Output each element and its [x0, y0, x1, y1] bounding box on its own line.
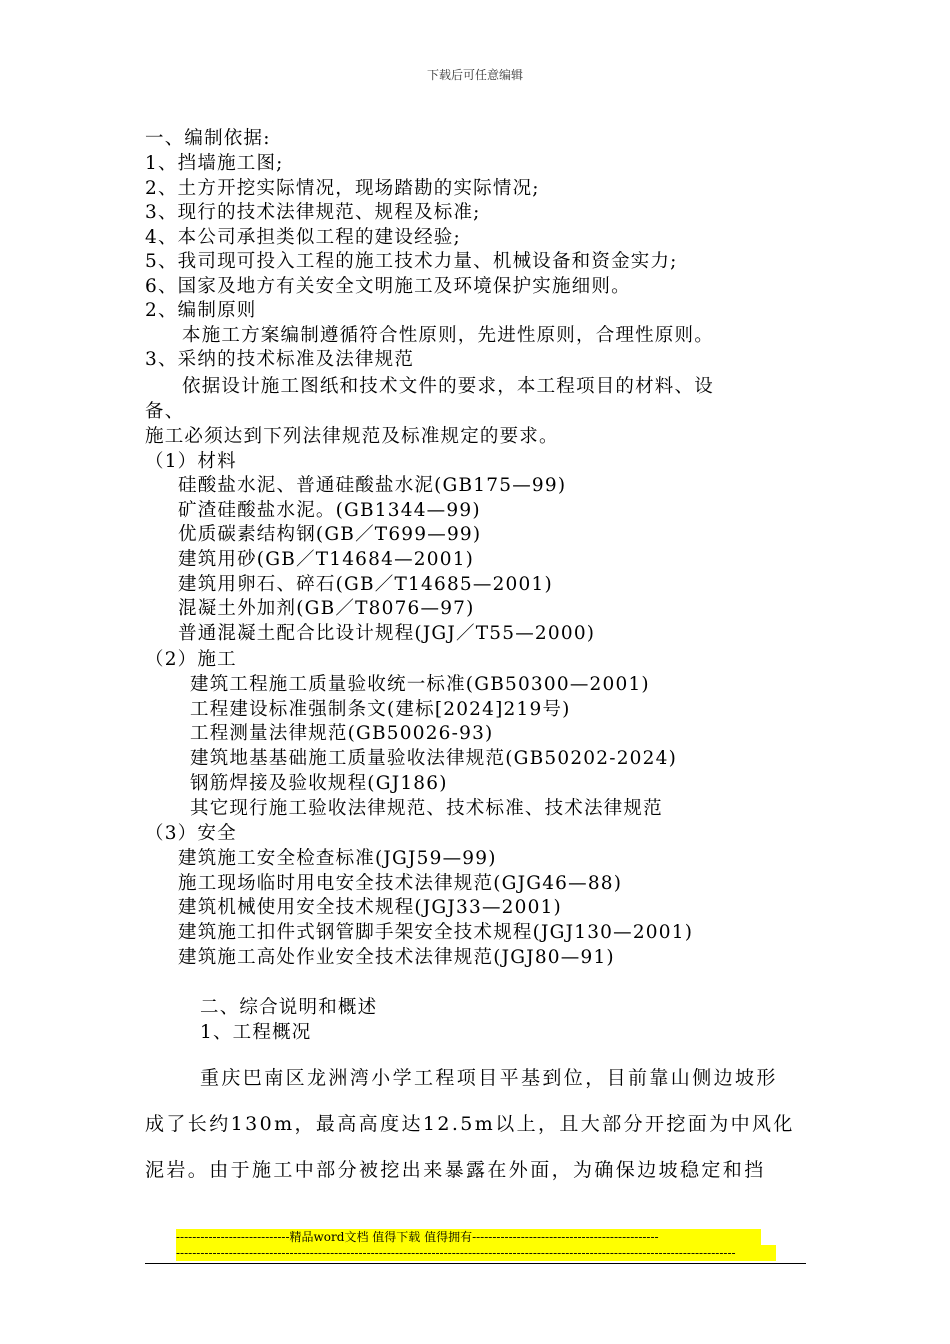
subheading-project-overview: 1、工程概况 [200, 1022, 312, 1043]
list-item: 建筑施工高处作业安全技术法律规范(JGJ80—91) [178, 947, 615, 968]
subheading-safety: （3）安全 [145, 823, 237, 844]
list-item: 优质碳素结构钢(GB／T699—99) [178, 524, 482, 545]
list-item: 4、本公司承担类似工程的建设经验; [145, 227, 461, 248]
list-item: 钢筋焊接及验收规程(GJ186) [190, 773, 448, 794]
heading-principle: 2、编制原则 [145, 300, 257, 321]
footer-banner: ----------------------------精品word文档 值得下载 值得拥有---------------------------------------------- [176, 1229, 761, 1245]
paragraph: 依据设计施工图纸和技术文件的要求，本工程项目的材料、设 [182, 376, 714, 397]
list-item: 建筑地基基础施工质量验收法律规范(GB50202-2024) [190, 748, 677, 769]
body-text-line: 重庆巴南区龙洲湾小学工程项目平基到位，目前靠山侧边坡形 [200, 1067, 778, 1089]
list-item: 普通混凝土配合比设计规程(JGJ／T55—2000) [178, 623, 596, 644]
list-item: 建筑机械使用安全技术规程(JGJ33—2001) [178, 897, 562, 918]
list-item: 硅酸盐水泥、普通硅酸盐水泥(GB175—99) [178, 475, 567, 496]
list-item: 1、挡墙施工图; [145, 153, 284, 174]
paragraph: 施工必须达到下列法律规范及标准规定的要求。 [145, 426, 559, 447]
list-item: 建筑施工扣件式钢管脚手架安全技术规程(JGJ130—2001) [178, 922, 694, 943]
heading-overview: 二、综合说明和概述 [200, 997, 378, 1018]
list-item: 其它现行施工验收法律规范、技术标准、技术法律规范 [190, 798, 663, 819]
paragraph: 本施工方案编制遵循符合性原则，先进性原则，合理性原则。 [182, 325, 714, 346]
footer-divider [145, 1263, 806, 1264]
list-item: 5、我司现可投入工程的施工技术力量、机械设备和资金实力; [145, 251, 678, 272]
list-item: 工程测量法律规范(GB50026-93) [190, 723, 494, 744]
list-item: 建筑工程施工质量验收统一标准(GB50300—2001) [190, 674, 650, 695]
header-note: 下载后可任意编辑 [426, 68, 523, 82]
subheading-materials: （1）材料 [145, 451, 237, 472]
list-item: 3、现行的技术法律规范、规程及标准; [145, 202, 481, 223]
footer-banner-dashes: ------------------------------------------------------------------------------------------------------------------------------------------ [176, 1245, 776, 1261]
list-item: 工程建设标准强制条文(建标[2024]219号) [190, 699, 571, 720]
body-text-line: 泥岩。由于施工中部分被挖出来暴露在外面，为确保边坡稳定和挡 [145, 1159, 766, 1181]
subheading-construction: （2）施工 [145, 649, 237, 670]
list-item: 6、国家及地方有关安全文明施工及环境保护实施细则。 [145, 276, 631, 297]
list-item: 矿渣硅酸盐水泥。(GB1344—99) [178, 500, 481, 521]
list-item: 建筑施工安全检查标准(JGJ59—99) [178, 848, 497, 869]
heading-basis: 一、编制依据: [145, 128, 271, 149]
list-item: 建筑用砂(GB／T14684—2001) [178, 549, 475, 570]
heading-standards: 3、采纳的技术标准及法律规范 [145, 349, 415, 370]
list-item: 施工现场临时用电安全技术法律规范(GJG46—88) [178, 873, 623, 894]
body-text-line: 成了长约130m，最高高度达12.5m以上，且大部分开挖面为中风化 [145, 1113, 795, 1135]
paragraph: 备、 [145, 401, 185, 422]
list-item: 混凝土外加剂(GB／T8076—97) [178, 598, 475, 619]
list-item: 2、土方开挖实际情况，现场踏勘的实际情况; [145, 178, 540, 199]
list-item: 建筑用卵石、碎石(GB／T14685—2001) [178, 574, 553, 595]
